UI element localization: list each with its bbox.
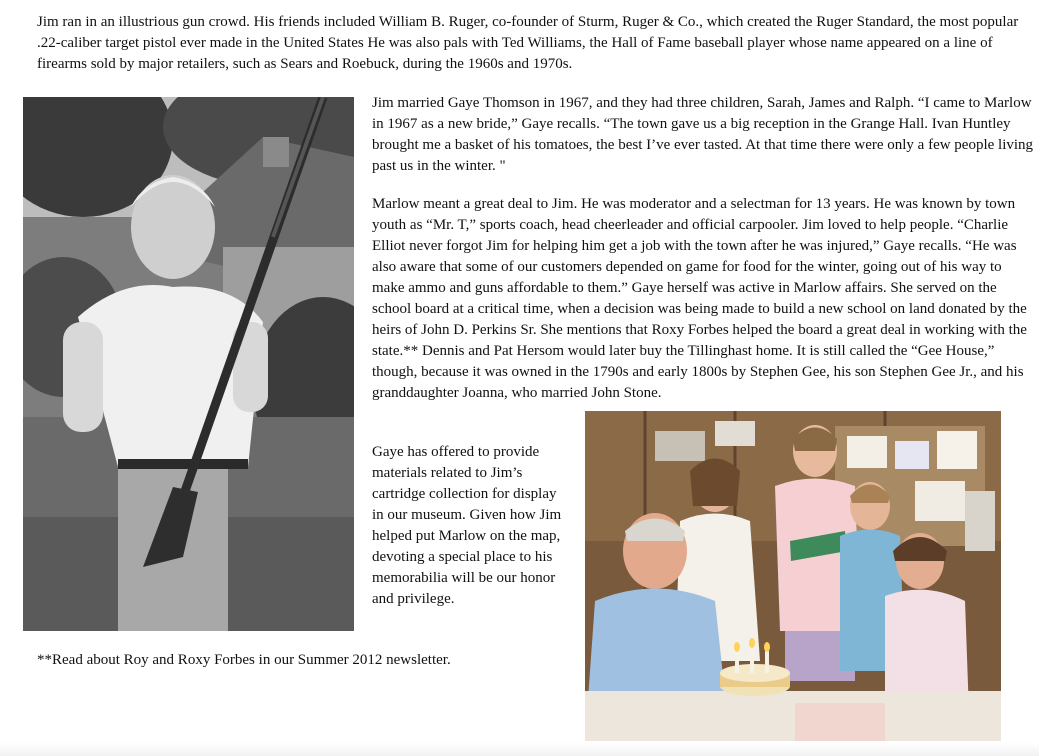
intro-paragraph: Jim ran in an illustrious gun crowd. His friends included William B. Ruger, co-founder of Sturm, Ruger & Co., which created the Ruger Standard, the most popular .22-caliber target pistol ever made in the United States He was also pals with Ted Williams, the Hall of Fame baseball player whose name appeared on a line of firearms sold by major retailers, such as Sears and Roebuck, during the 1960s and 1970s. — [37, 14, 1019, 72]
paragraph-marriage: Jim married Gaye Thomson in 1967, and they had three children, Sarah, James and Ralph. “I came to Marlow in 1967 as a new bride,” Gaye recalls. “The town gave us a big reception in the Grange Hall. Ivan Huntley brought me a basket of his tomatoes, the best I’ve ever tasted. At that time there were only a few people living past us in the winter. " — [372, 95, 1034, 174]
page-bottom-edge — [0, 742, 1039, 756]
paragraph-marlow: Marlow meant a great deal to Jim. He was moderator and a selectman for 13 years. He was known by town youth as “Mr. T,” sports coach, head cheerleader and official carpooler. Jim loved to help people. “Charlie Elliot never forgot Jim for helping him get a job with the town after he was injured,” Gaye recalls. “He was also aware that some of our customers depended on game for food for the winter, going out of his way to make ammo and guns affordable to them.” Gaye herself was active in Marlow affairs. She served on the school board at a critical time, when a decision was being made to build a new school on land donated by the heirs of John D. Perkins Sr. She mentions that Roxy Forbes helped the board a great deal in working with the state.** Dennis and Pat Hersom would later buy the Tillinghast home. It is still called the “Gee House,” though, because it was owned in the 1790s and early 1800s by Stephen Gee, his son Stephen Gee Jr., and his granddaughter Joanna, who married John Stone. — [372, 196, 1027, 401]
photo-family-birthday — [585, 411, 1001, 741]
footnote: **Read about Roy and Roxy Forbes in our Summer 2012 newsletter. — [37, 652, 451, 668]
photo-man-with-rifle — [23, 97, 354, 631]
paragraph-museum: Gaye has offered to provide materials related to Jim’s cartridge collection for display in our museum. Given how Jim helped put Marlow on the map, devoting a special place to his memorabilia will be our honor and privilege. — [372, 444, 562, 607]
